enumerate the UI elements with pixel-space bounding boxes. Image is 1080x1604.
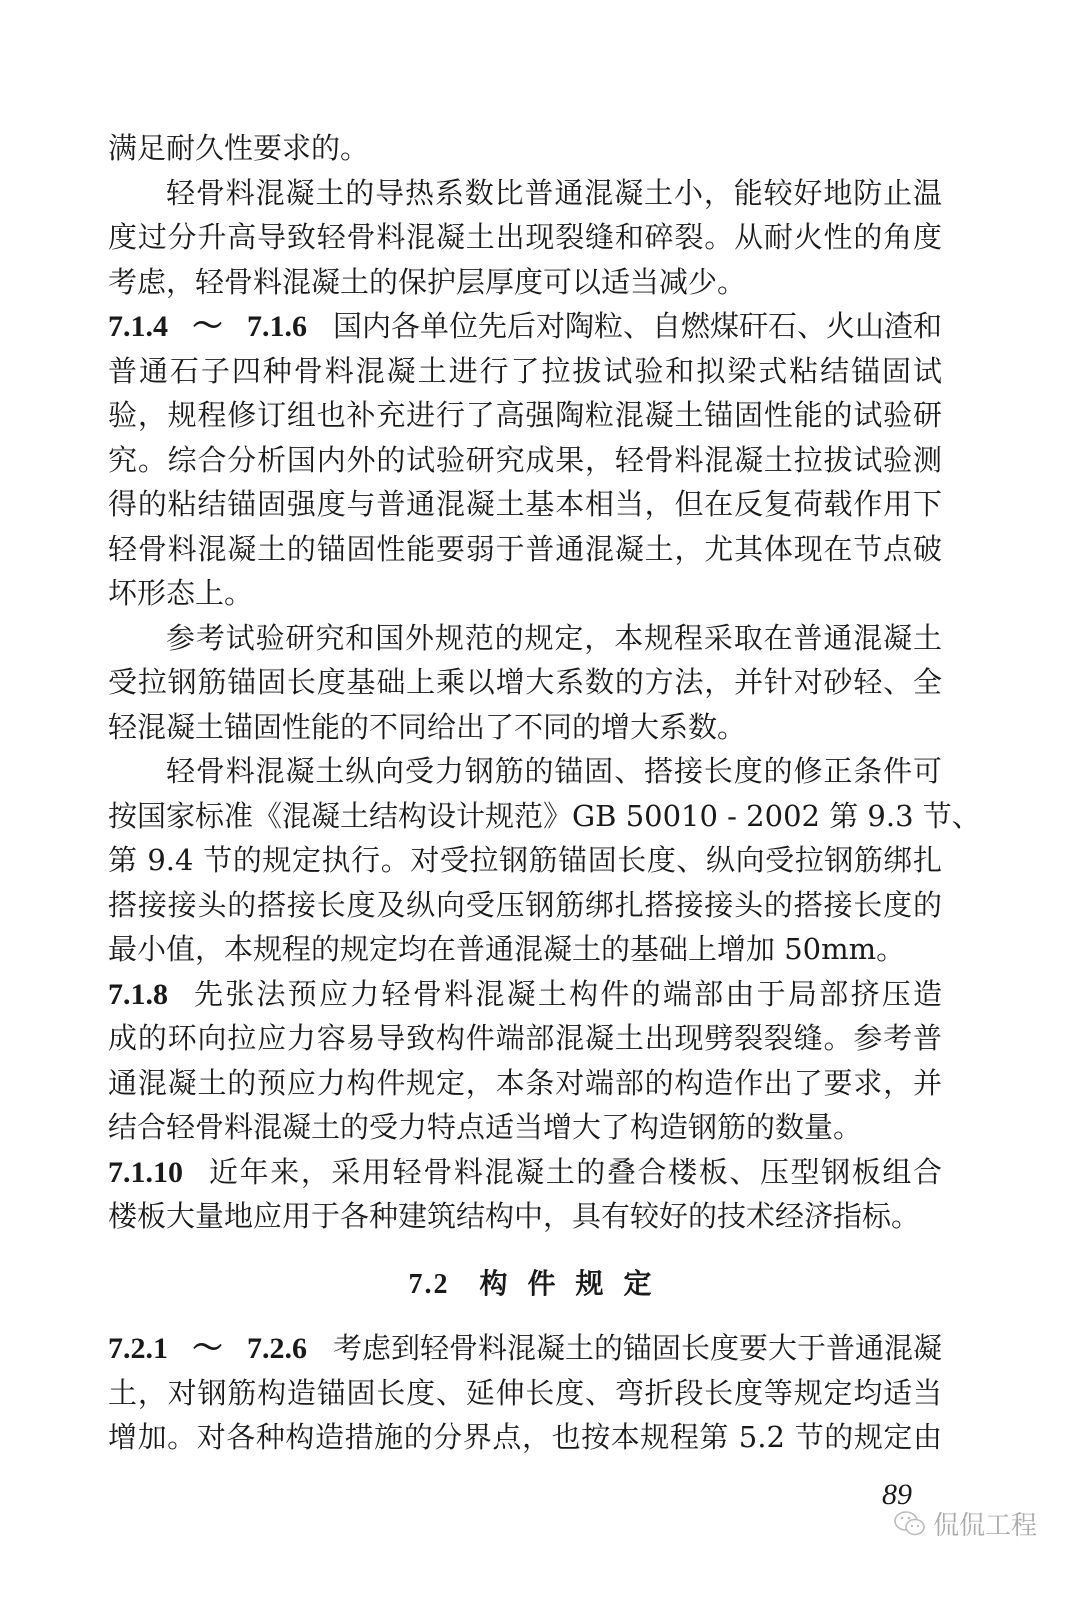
line-text: 按国家标准《混凝土结构设计规范》GB 50010 - 2002 第 9.3 节、 [108, 798, 981, 833]
line-text: 第 9.4 节的规定执行。对受拉钢筋锚固长度、纵向受拉钢筋绑扎 [108, 843, 942, 877]
text-line [108, 215, 942, 260]
text-line [108, 927, 942, 972]
text-line [108, 705, 942, 750]
text-line [108, 794, 981, 839]
page-number: 89 [882, 1478, 912, 1511]
line-text: 普通石子四种骨料混凝土进行了拉拔试验和拟梁式粘结锚固试 [108, 353, 942, 388]
text-line [108, 571, 942, 616]
text-line [108, 260, 942, 305]
line-text: 坏形态上。 [108, 576, 254, 610]
clause-number: 7.1.8 [108, 977, 168, 1011]
line-text: 最小值，本规程的规定均在普通混凝土的基础上增加 50mm。 [108, 932, 906, 966]
text-line [108, 1415, 942, 1460]
line-text: 先张法预应力轻骨料混凝土构件的端部由于局部挤压造 [194, 976, 942, 1011]
line-text: 考虑到轻骨料混凝土的锚固长度要大于普通混凝 [332, 1331, 942, 1365]
line-text: 近年来，采用轻骨料混凝土的叠合楼板、压型钢板组合 [209, 1154, 942, 1189]
line-text: 轻混凝土锚固性能的不同给出了不同的增大系数。 [108, 709, 747, 744]
text-line [108, 1150, 942, 1195]
line-text: 轻骨料混凝土的导热系数比普通混凝土小，能较好地防止温 [166, 175, 942, 210]
text-line [108, 616, 942, 661]
text-line [108, 304, 942, 349]
text-line [108, 1016, 942, 1061]
text-line [108, 749, 942, 794]
line-text: 轻骨料混凝土纵向受力钢筋的锚固、搭接长度的修正条件可 [166, 754, 942, 788]
line-text: 通混凝土的预应力构件规定，本条对端部的构造作出了要求，并 [108, 1065, 942, 1100]
wechat-icon [893, 1509, 927, 1539]
text-line [108, 1105, 942, 1150]
body-text-section-7-2 [108, 1326, 942, 1460]
clause-number: 7.1.4～7.1.6 [108, 310, 307, 343]
body-text-section-7-1 [108, 126, 981, 1239]
line-text: 结合轻骨料混凝土的受力特点适当增大了构造钢筋的数量。 [108, 1110, 863, 1144]
clause-number: 7.1.10 [108, 1155, 183, 1189]
text-line [108, 838, 942, 883]
section-heading [0, 1262, 1080, 1302]
line-text: 搭接接头的搭接长度及纵向受压钢筋绑扎搭接接头的搭接长度的 [108, 887, 942, 922]
text-line [108, 126, 942, 171]
text-line [108, 482, 942, 527]
text-line [108, 1061, 942, 1106]
line-text: 参考试验研究和国外规范的规定，本规程采取在普通混凝土 [166, 620, 942, 655]
text-line [108, 171, 942, 216]
text-line [108, 393, 942, 438]
line-text: 国内各单位先后对陶粒、自燃煤矸石、火山渣和 [332, 309, 942, 343]
text-line [108, 972, 942, 1017]
text-line [108, 349, 942, 394]
text-line [108, 438, 942, 483]
text-line [108, 660, 942, 705]
text-line [108, 883, 942, 928]
line-text: 受拉钢筋锚固长度基础上乘以增大系数的方法，并针对砂轻、全 [108, 665, 942, 699]
line-text: 度过分升高导致轻骨料混凝土出现裂缝和碎裂。从耐火性的角度 [108, 220, 942, 254]
line-text: 轻骨料混凝土的锚固性能要弱于普通混凝土，尤其体现在节点破 [108, 531, 942, 566]
line-text: 得的粘结锚固强度与普通混凝土基本相当，但在反复荷载作用下 [108, 487, 942, 521]
section-heading-number: 7.2 [408, 1269, 450, 1300]
line-text: 楼板大量地应用于各种建筑结构中，具有较好的技术经济指标。 [108, 1199, 921, 1233]
watermark-text: 侃侃工程 [933, 1511, 1038, 1541]
text-line [108, 1326, 942, 1371]
section-heading-title: 构件规定 [479, 1267, 672, 1300]
text-line [108, 527, 942, 572]
line-text: 究。综合分析国内外的试验研究成果，轻骨料混凝土拉拔试验测 [108, 442, 942, 477]
line-text: 考虑，轻骨料混凝土的保护层厚度可以适当减少。 [108, 264, 747, 299]
line-text: 土，对钢筋构造锚固长度、延伸长度、弯折段长度等规定均适当 [108, 1375, 942, 1410]
text-line [108, 1194, 942, 1239]
line-text: 满足耐久性要求的。 [108, 131, 370, 165]
text-line [108, 1371, 942, 1416]
clause-number: 7.2.1～7.2.6 [108, 1332, 307, 1365]
watermark [893, 1505, 1037, 1542]
line-text: 增加。对各种构造措施的分界点，也按本规程第 5.2 节的规定由 [108, 1420, 942, 1454]
line-text: 验，规程修订组也补充进行了高强陶粒混凝土锚固性能的试验研 [108, 398, 942, 432]
line-text: 成的环向拉应力容易导致构件端部混凝土出现劈裂裂缝。参考普 [108, 1021, 942, 1055]
